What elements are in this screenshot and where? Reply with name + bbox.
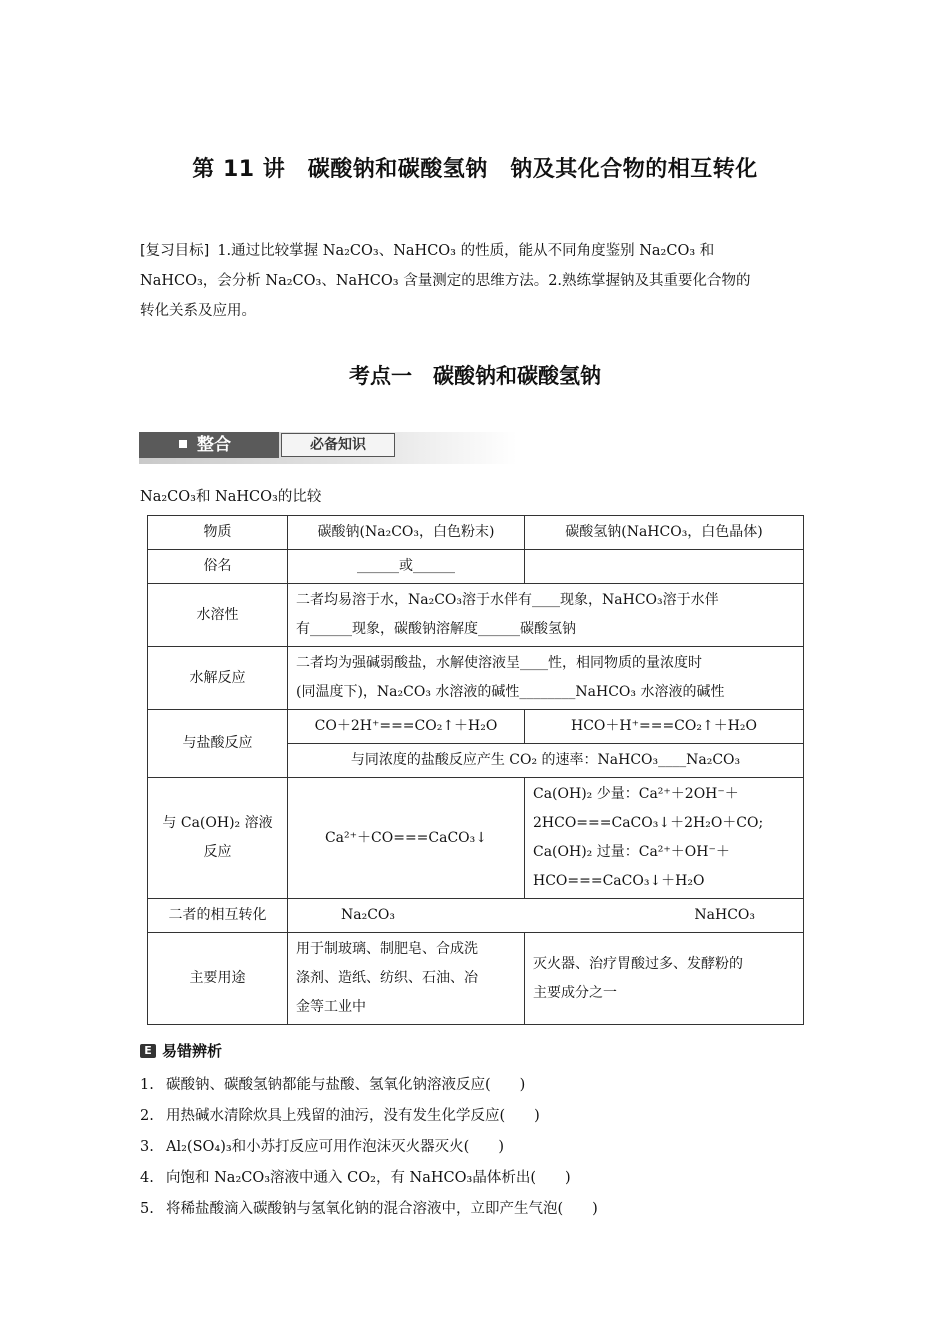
- conversion-right: NaHCO₃: [694, 907, 755, 923]
- table-caption: Na₂CO₃和 NaHCO₃的比较: [140, 489, 322, 505]
- cell-line: 二者均易溶于水，Na₂CO₃溶于水伴有____现象，NaHCO₃溶于水伴: [296, 592, 719, 608]
- objectives-tag: [复习目标]: [140, 243, 210, 259]
- cell-line: 主要成分之一: [533, 984, 617, 1001]
- banner-sub-label: 必备知识: [281, 433, 395, 457]
- table-cell: [525, 550, 804, 584]
- list-item: [140, 1132, 820, 1163]
- table-cell: [525, 933, 804, 1025]
- objectives-line-3: 转化关系及应用。: [140, 303, 256, 319]
- conversion-left: Na₂CO₃: [341, 907, 396, 923]
- table-cell: CO＋2H⁺===CO₂↑＋H₂O: [288, 710, 525, 744]
- cell-line: 有______现象，碳酸钠溶解度______碳酸氢钠: [296, 621, 576, 637]
- row-label: 水溶性: [148, 584, 288, 647]
- table-header-cell: 碳酸钠(Na₂CO₃，白色粉末): [288, 516, 525, 550]
- section-title: 考点一 碳酸钠和碳酸氢钠: [349, 364, 601, 388]
- item-text: 将稀盐酸滴入碳酸钠与氢氧化钠的混合溶液中，立即产生气泡( ): [166, 1201, 598, 1217]
- list-item: [140, 1163, 820, 1194]
- table-row: [148, 899, 804, 933]
- row-label: 主要用途: [148, 933, 288, 1025]
- comparison-table: [147, 515, 804, 1025]
- table-cell: HCO＋H⁺===CO₂↑＋H₂O: [525, 710, 804, 744]
- item-number: 3.: [140, 1139, 154, 1155]
- table-row: [148, 647, 804, 710]
- objectives-line-2: NaHCO₃，会分析 Na₂CO₃、NaHCO₃ 含量测定的思维方法。2.熟练掌握钠及其重要化合物的: [140, 273, 751, 289]
- row-label: 与盐酸反应: [148, 710, 288, 778]
- table-header-cell: 碳酸氢钠(NaHCO₃，白色晶体): [525, 516, 804, 550]
- table-row: [148, 550, 804, 584]
- error-analysis-heading: [140, 1040, 222, 1061]
- table-cell: ______或______: [288, 550, 525, 584]
- item-number: 1.: [140, 1077, 154, 1093]
- error-list: [140, 1070, 820, 1225]
- table-cell: [525, 778, 804, 899]
- banner-main: [139, 432, 279, 458]
- row-label: 二者的相互转化: [148, 899, 288, 933]
- table-cell: [288, 933, 525, 1025]
- list-item: [140, 1101, 820, 1132]
- cell-line: Ca(OH)₂ 过量：Ca²⁺＋OH⁻＋: [533, 844, 730, 860]
- table-cell: [288, 647, 804, 710]
- banner-main-label: 整合: [197, 435, 231, 455]
- item-number: 2.: [140, 1108, 154, 1124]
- error-analysis-title: 易错辨析: [162, 1042, 223, 1060]
- page-title: 第 11 讲 碳酸钠和碳酸氢钠 钠及其化合物的相互转化: [192, 157, 758, 182]
- row-label-line: 反应: [203, 844, 232, 860]
- square-bullet-icon: [179, 440, 187, 448]
- table-row: [148, 778, 804, 899]
- table-row: [148, 516, 804, 550]
- cell-line: 涤剂、造纸、纺织、石油、冶: [296, 970, 478, 986]
- cell-line: (同温度下)，Na₂CO₃ 水溶液的碱性________NaHCO₃ 水溶液的碱性: [296, 684, 725, 700]
- row-label: 俗名: [148, 550, 288, 584]
- table-cell: [288, 584, 804, 647]
- cell-line: 二者均为强碱弱酸盐，水解使溶液呈____性，相同物质的量浓度时: [296, 655, 702, 671]
- cell-line: 灭火器、治疗胃酸过多、发酵粉的: [533, 955, 743, 972]
- cell-line: 金等工业中: [296, 999, 366, 1015]
- item-text: 碳酸钠、碳酸氢钠都能与盐酸、氢氧化钠溶液反应( ): [166, 1077, 526, 1093]
- error-badge-icon: E: [140, 1044, 156, 1058]
- cell-line: 2HCO===CaCO₃↓＋2H₂O＋CO;: [533, 815, 764, 831]
- item-text: 向饱和 Na₂CO₃溶液中通入 CO₂，有 NaHCO₃晶体析出( ): [166, 1170, 571, 1186]
- table-cell: [288, 899, 804, 933]
- table-row: [148, 710, 804, 744]
- cell-line: Ca(OH)₂ 少量：Ca²⁺＋2OH⁻＋: [533, 786, 739, 802]
- item-text: Al₂(SO₄)₃和小苏打反应可用作泡沫灭火器灭火( ): [166, 1139, 504, 1155]
- cell-line: HCO===CaCO₃↓＋H₂O: [533, 873, 705, 889]
- list-item: [140, 1194, 820, 1225]
- section-banner: [139, 432, 517, 464]
- table-cell: Ca²⁺＋CO===CaCO₃↓: [288, 778, 525, 899]
- list-item: [140, 1070, 820, 1101]
- table-cell: 与同浓度的盐酸反应产生 CO₂ 的速率：NaHCO₃____Na₂CO₃: [288, 744, 804, 778]
- cell-line: 用于制玻璃、制肥皂、合成洗: [296, 941, 478, 957]
- objectives-line-1: 1.通过比较掌握 Na₂CO₃、NaHCO₃ 的性质，能从不同角度鉴别 Na₂CO₃ 和: [217, 243, 715, 259]
- row-label: [148, 778, 288, 899]
- row-label-line: 与 Ca(OH)₂ 溶液: [162, 815, 273, 831]
- table-row: [148, 584, 804, 647]
- review-objectives: [140, 236, 812, 326]
- row-label: 水解反应: [148, 647, 288, 710]
- table-row: [148, 933, 804, 1025]
- item-number: 5.: [140, 1201, 154, 1217]
- item-text: 用热碱水清除炊具上残留的油污，没有发生化学反应( ): [166, 1108, 540, 1124]
- item-number: 4.: [140, 1170, 154, 1186]
- table-header-cell: 物质: [148, 516, 288, 550]
